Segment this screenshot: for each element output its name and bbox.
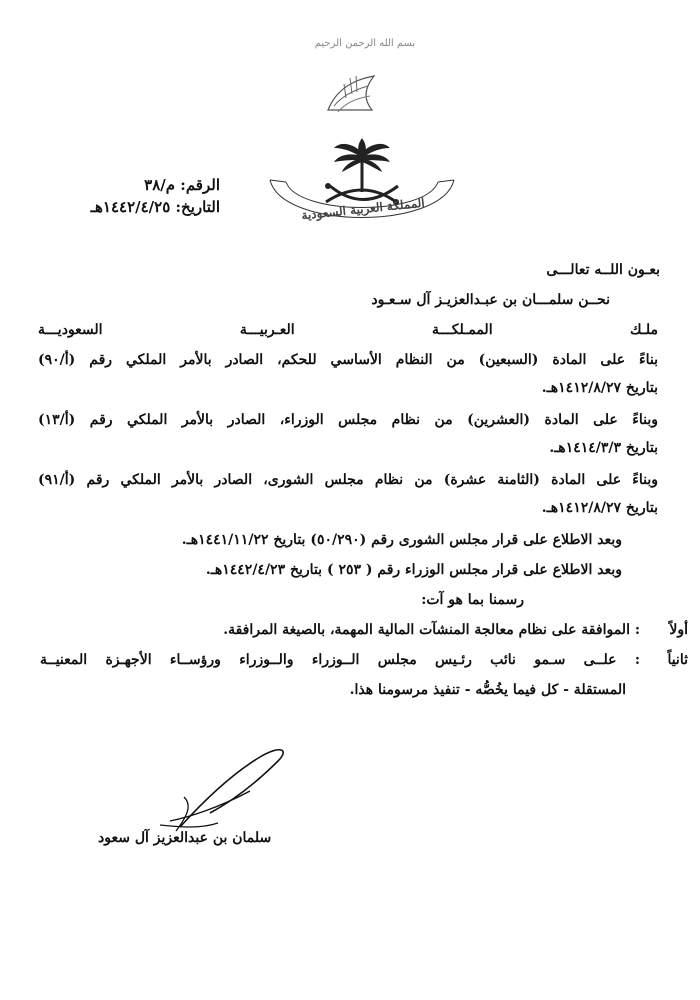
calligraphy-seal-icon xyxy=(322,70,380,118)
preamble-3-line-2: بتاريخ ١٤١٢/٨/٢٧هـ. xyxy=(541,500,658,516)
item-second-text-line-1: : علــى سـمو نائب رئـيس مجلس الــوزراء والــوزراء ورؤســاء الأجهـزة المعنيــة xyxy=(40,652,640,668)
emblem-arc-text: المملكة العربية السعودية xyxy=(300,195,426,223)
preamble-2-line-2: بتاريخ ١٤١٤/٣/٣هـ. xyxy=(549,440,658,456)
signatory-name: سلمان بن عبدالعزيز آل سعود xyxy=(98,830,272,846)
opening-line-2: نحــن سلمـــان بن عبـدالعزيـز آل سـعـود xyxy=(371,292,610,308)
item-second-label: ثانياً xyxy=(667,652,688,668)
decree-date-row xyxy=(40,198,220,216)
decree-number-row xyxy=(108,176,220,194)
opening-line-1: بعـون اللــه تعالـــى xyxy=(546,262,660,278)
saudi-emblem-icon xyxy=(262,120,462,250)
preamble-2-line-1: وبناءً على المادة (العشرين) من نظام مجلس الوزراء، الصادر بالأمر الملكي رقم (أ/١٣) xyxy=(38,412,658,428)
handwritten-signature xyxy=(140,735,300,835)
decree-number-label: الرقم: xyxy=(180,176,220,194)
decree-number-value: م/٣٨ xyxy=(144,176,176,194)
preamble-3-line-1: وبناءً على المادة (الثامنة عشرة) من نظام مجلس الشورى، الصادر بالأمر الملكي رقم (أ/٩١) xyxy=(38,472,658,488)
basmala-top: بسم الله الرحمن الرحيم xyxy=(314,38,416,49)
preamble-1-line-2: بتاريخ ١٤١٢/٨/٢٧هـ. xyxy=(541,380,658,396)
item-first-label: أولاً xyxy=(669,622,688,638)
decree-date-value: ١٤٤٢/٤/٢٥هـ xyxy=(90,198,171,216)
item-second-text-line-2: المستقلة - كل فيما يخُصُّه - تنفيذ مرسومنا هذا. xyxy=(349,682,626,698)
opening-line-3: ملـك الممـلكـــة العـربيـــة السعوديـــة xyxy=(38,322,658,338)
preamble-4: وبعد الاطلاع على قرار مجلس الشورى رقم (٥٠/٢٩٠) بتاريخ ١٤٤١/١١/٢٢هـ. xyxy=(181,532,622,548)
preamble-1-line-1: بناءً على المادة (السبعين) من النظام الأساسي للحكم، الصادر بالأمر الملكي رقم (أ/٩٠) xyxy=(38,352,658,368)
item-first-text: : الموافقة على نظام معالجة المنشآت المالية المهمة، بالصيغة المرافقة. xyxy=(223,622,640,638)
decree-statement: رسمنا بما هو آت: xyxy=(421,592,524,608)
decree-date-label: التاريخ: xyxy=(175,198,220,216)
preamble-5: وبعد الاطلاع على قرار مجلس الوزراء رقم ( ٢٥٣ ) بتاريخ ١٤٤٢/٤/٢٣هـ. xyxy=(205,562,622,578)
